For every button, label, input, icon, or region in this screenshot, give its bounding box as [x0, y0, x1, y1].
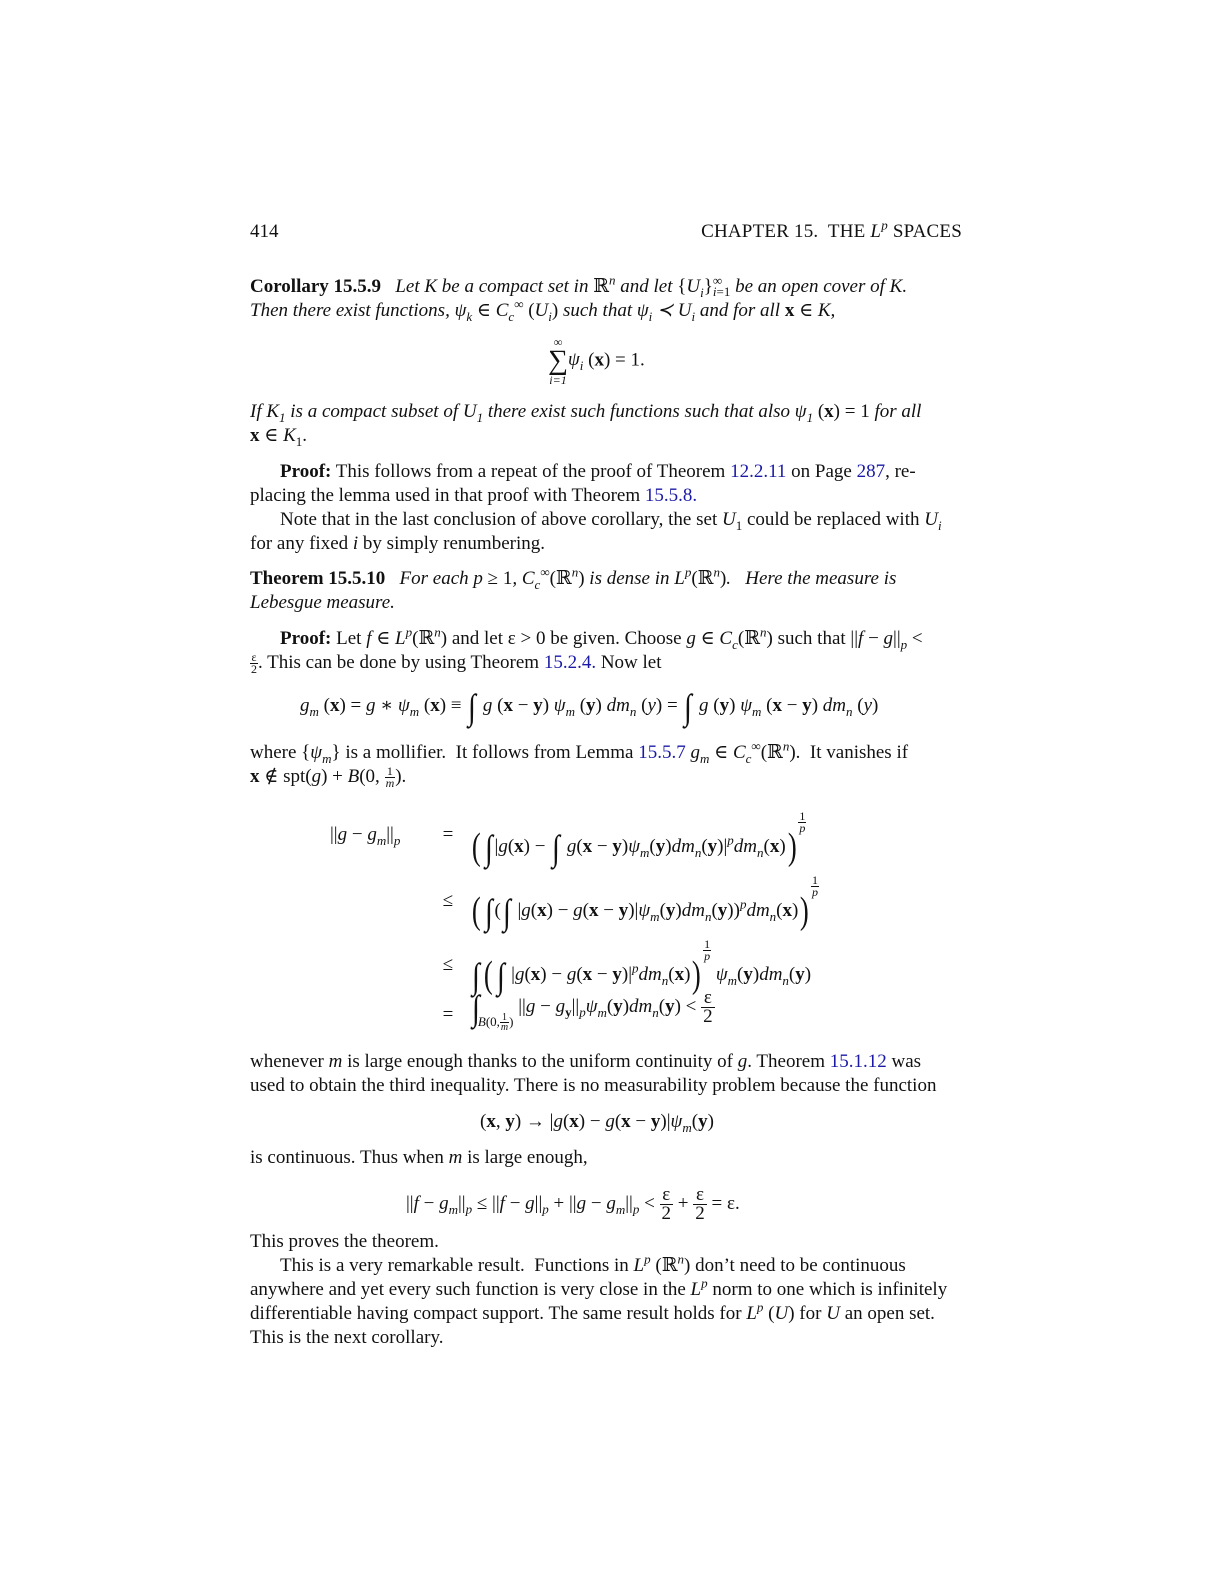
- partition-of-unity-equation: ∞ ∑ i=1 $\psi_i$ (x) = 1.: [548, 335, 645, 387]
- mollifier-paragraph: where $\{\psi_m\}$ is a mollifier. It follows from Lemma 15.5.7 $g_m$ ∈ $C_c^\infty(ℝ^n)$. It vanishes if x ∉ spt(g) + B(0, $\frac{1}{m}$ ).: [250, 738, 909, 791]
- proof-2-intro: Proof: Let f ∈ $L^p(ℝ^n)$ and let ε > 0 be given. Choose g ∈ $C_c(ℝ^n)$ such that $||f - g||_p$ < $\frac{\varepsilon}{2}$ . This can be done by using Theorem 15.2.4. Now let: [251, 624, 923, 677]
- proof-1: Proof: This follows from a repeat of the proof of Theorem 12.2.11 on Page 287, re- placing the lemma used in that proof with Theorem 15.5.8. Note that in the last conclusion of above corollary, the set $U_1$ could be replaced with $U_i$ for any fixed i by simply renumbering.: [250, 460, 962, 556]
- corollary-block: Corollary 15.5.9 Let K be a compact set in ℝ$^n$ and let $\{U_i\}$ ∞ i=1 be an open cover of K. Then there exist functions, $\psi_k$ ∈ $C_c^\infty$ $(U_i)$ such that $\psi_i$ ≺ $U_i$ and for all x ∈ K,: [250, 272, 908, 324]
- corollary-label: Corollary 15.5.9: [250, 276, 382, 297]
- proof-2-label: Proof:: [280, 628, 332, 649]
- proves-theorem: This proves the theorem.: [250, 1231, 439, 1252]
- closing-paragraph: This proves the theorem. This is a very remarkable result. Functions in $L^p$ (ℝ$^n$) don’t need to be continuous anywhere and yet every such function is very close in the $L^p$ norm to one which is infinitely differentiable having compact support. The same result holds for $L^p$ (U) for U an open set. This is the next corollary.: [250, 1230, 962, 1350]
- uniform-continuity-paragraph: whenever m is large enough thanks to the uniform continuity of g. Theorem 15.1.12 was used to obtain the third inequality. There is no measurability problem because the function: [250, 1051, 937, 1096]
- final-inequality-equation: $||f - g_m||_p \le ||f - g||_p + ||g - g_m||_p$ < $\frac{\varepsilon}{2}$ + $\frac{\varepsilon}{2}$ = ε.: [406, 1184, 740, 1224]
- mollified-function-equation: $g_m$ (x) = g ∗ $\psi_m$ (x) ≡ ∫ g (x − y) $\psi_m$ (y) $dm_n$ (y) = ∫ g (y) $\psi_m$ (x − y) $dm_n$ (y): [300, 687, 879, 727]
- theorem-block: Theorem 15.5.10 For each p ≥ 1, $C_c^\infty(ℝ^n)$ is dense in $L^p(ℝ^n)$. Here the measure is Lebesgue measure.: [250, 564, 897, 613]
- corollary-continuation: If $K_1$ is a compact subset of $U_1$ there exist such functions such that also $\psi_1$ (x) = 1 for all x ∈ $K_1$.: [250, 401, 922, 449]
- continuous-sentence: is continuous. Thus when m is large enough,: [250, 1147, 588, 1168]
- link-theorem-15-2-4[interactable]: 15.2.4: [543, 652, 592, 673]
- proof-label: Proof:: [280, 461, 332, 482]
- link-lemma-15-5-7[interactable]: 15.5.7: [638, 742, 686, 763]
- running-title: CHAPTER 15. THE $L^p$ SPACES: [701, 217, 962, 242]
- link-page-287[interactable]: 287: [856, 461, 886, 482]
- theorem-label: Theorem 15.5.10: [250, 568, 386, 589]
- proof-1-note: Note that in the last conclusion of above corollary, the set $U_1$ could be replaced with $U_i$ for any fixed i by simply renumbering.: [250, 509, 942, 554]
- link-theorem-12-2-11[interactable]: 12.2.11: [730, 461, 787, 482]
- page-number: 414: [250, 221, 279, 242]
- link-theorem-15-5-8[interactable]: 15.5.8: [644, 485, 693, 506]
- link-theorem-15-1-12[interactable]: 15.1.12: [829, 1051, 887, 1072]
- norm-estimate-align: $||g - g_m||_p$ = ( ∫ |g(x) − ∫ $g(x - y)\psi_m(y)dm_n(y)|^pdm_n(x)$) $\frac{1}{p}$ ≤ ( ∫ (∫ $|g(x) - g(x - y)|\psi_m(y)dm_n(y))^pdm_n(x)$) $\frac{1}{p}$ ≤ ∫ ( ∫ $|g(x) - g(x - y)|^pdm_n(x)$) $\frac{1}{p}$ $\psi_m(y)dm_n(y)$ = $\int_{B(0, \frac{1}{m} )}$ $||g - g_y||_p\psi_m(y)dm_n(y)$ < $\frac{\varepsilon}{2}$: [330, 809, 818, 1034]
- continuous-map-equation: (x, $y) \to |g(x) - g(x - y)|\psi_m(y)$: [480, 1111, 714, 1135]
